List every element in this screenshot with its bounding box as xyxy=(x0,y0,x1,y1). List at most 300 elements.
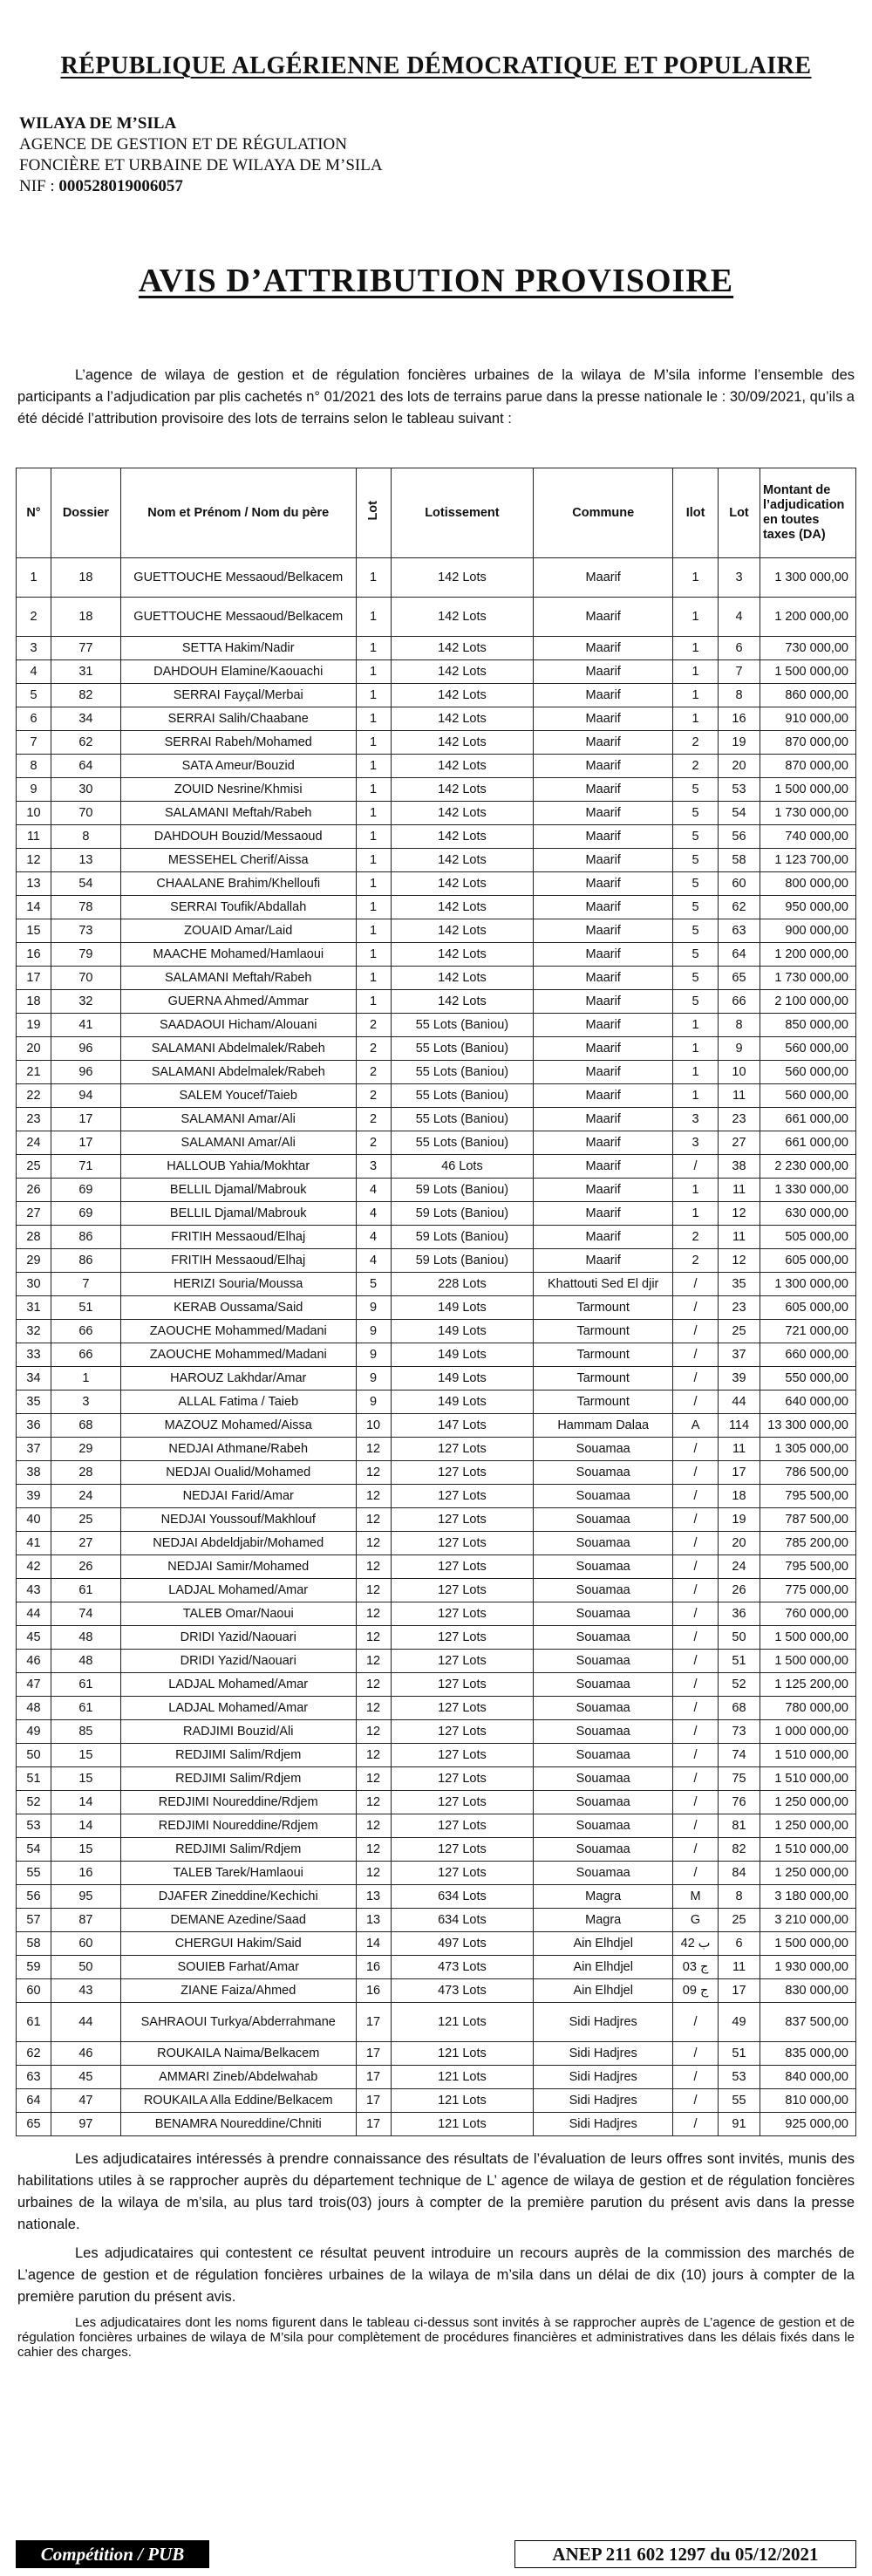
row-lotissement-cell: 149 Lots xyxy=(391,1367,534,1390)
row-lot-cell: 64 xyxy=(719,943,760,967)
table-row xyxy=(17,1084,856,1108)
row-lotissement-cell: 142 Lots xyxy=(391,637,534,660)
row-amount-cell: 950 000,00 xyxy=(760,896,855,919)
row-lot-group-cell: 1 xyxy=(356,943,391,967)
row-amount-cell: 910 000,00 xyxy=(760,707,855,731)
col-header-lot-group xyxy=(356,468,391,558)
row-dossier-cell: 61 xyxy=(51,1579,120,1602)
row-dossier-cell: 15 xyxy=(51,1767,120,1791)
row-commune-cell: Maarif xyxy=(534,1061,673,1084)
row-ilot-cell: 1 xyxy=(673,1014,719,1037)
row-ilot-cell: / xyxy=(673,1697,719,1720)
row-lot-cell: 65 xyxy=(719,967,760,990)
row-lot-group-cell: 1 xyxy=(356,778,391,802)
row-lot-group-cell: 12 xyxy=(356,1555,391,1579)
row-dossier-cell: 64 xyxy=(51,755,120,778)
table-row xyxy=(17,1037,856,1061)
row-name-cell: DAHDOUH Elamine/Kaouachi xyxy=(120,660,356,684)
row-amount-cell: 840 000,00 xyxy=(760,2066,855,2089)
row-name-cell: MESSEHEL Cherif/Aissa xyxy=(120,849,356,872)
col-header-amount: Montant de l’adjudication en toutes taxes (DA) xyxy=(760,468,855,558)
row-num-cell: 53 xyxy=(17,1814,51,1838)
row-lotissement-cell: 634 Lots xyxy=(391,1885,534,1909)
row-num-cell: 8 xyxy=(17,755,51,778)
row-num-cell: 56 xyxy=(17,1885,51,1909)
col-header-lot-group-label: Lot xyxy=(365,501,380,521)
row-dossier-cell: 62 xyxy=(51,731,120,755)
row-lot-group-cell: 4 xyxy=(356,1249,391,1273)
row-lot-cell: 114 xyxy=(719,1414,760,1438)
row-commune-cell: Souamaa xyxy=(534,1697,673,1720)
row-ilot-cell: 1 xyxy=(673,707,719,731)
row-commune-cell: Maarif xyxy=(534,1037,673,1061)
row-dossier-cell: 50 xyxy=(51,1956,120,1979)
row-amount-cell: 505 000,00 xyxy=(760,1226,855,1249)
row-lotissement-cell: 149 Lots xyxy=(391,1390,534,1414)
row-amount-cell: 740 000,00 xyxy=(760,825,855,849)
row-lot-group-cell: 12 xyxy=(356,1579,391,1602)
row-lot-cell: 54 xyxy=(719,802,760,825)
row-lot-cell: 19 xyxy=(719,1508,760,1532)
row-num-cell: 21 xyxy=(17,1061,51,1084)
table-row xyxy=(17,1532,856,1555)
row-name-cell: ROUKAILA Alla Eddine/Belkacem xyxy=(120,2089,356,2113)
row-dossier-cell: 69 xyxy=(51,1179,120,1202)
table-row xyxy=(17,1626,856,1650)
row-num-cell: 47 xyxy=(17,1673,51,1697)
row-commune-cell: Maarif xyxy=(534,990,673,1014)
table-row xyxy=(17,1014,856,1037)
table-row xyxy=(17,1555,856,1579)
row-lot-cell: 6 xyxy=(719,1932,760,1956)
row-lot-group-cell: 16 xyxy=(356,1979,391,2003)
row-lot-group-cell: 1 xyxy=(356,990,391,1014)
row-lotissement-cell: 142 Lots xyxy=(391,684,534,707)
row-name-cell: SAADAOUI Hicham/Alouani xyxy=(120,1014,356,1037)
row-name-cell: KERAB Oussama/Said xyxy=(120,1296,356,1320)
row-lot-group-cell: 1 xyxy=(356,849,391,872)
table-row xyxy=(17,2066,856,2089)
row-name-cell: LADJAL Mohamed/Amar xyxy=(120,1697,356,1720)
row-dossier-cell: 32 xyxy=(51,990,120,1014)
row-lot-cell: 56 xyxy=(719,825,760,849)
row-lotissement-cell: 142 Lots xyxy=(391,778,534,802)
row-lot-cell: 82 xyxy=(719,1838,760,1862)
row-lot-group-cell: 16 xyxy=(356,1956,391,1979)
row-dossier-cell: 29 xyxy=(51,1438,120,1461)
row-lot-group-cell: 9 xyxy=(356,1320,391,1343)
table-row xyxy=(17,825,856,849)
row-name-cell: MAACHE Mohamed/Hamlaoui xyxy=(120,943,356,967)
table-row xyxy=(17,1862,856,1885)
row-lot-group-cell: 4 xyxy=(356,1179,391,1202)
row-lotissement-cell: 473 Lots xyxy=(391,1979,534,2003)
row-num-cell: 13 xyxy=(17,872,51,896)
row-ilot-cell: 2 xyxy=(673,1226,719,1249)
row-ilot-cell: / xyxy=(673,1650,719,1673)
row-amount-cell: 1 250 000,00 xyxy=(760,1814,855,1838)
row-num-cell: 3 xyxy=(17,637,51,660)
row-commune-cell: Souamaa xyxy=(534,1626,673,1650)
row-num-cell: 61 xyxy=(17,2003,51,2042)
table-row xyxy=(17,1814,856,1838)
row-lot-group-cell: 1 xyxy=(356,825,391,849)
row-lot-cell: 68 xyxy=(719,1697,760,1720)
col-header-name: Nom et Prénom / Nom du père xyxy=(120,468,356,558)
row-amount-cell: 1 250 000,00 xyxy=(760,1862,855,1885)
row-ilot-cell: 2 xyxy=(673,755,719,778)
row-lot-group-cell: 17 xyxy=(356,2042,391,2066)
row-lot-group-cell: 2 xyxy=(356,1108,391,1131)
table-row xyxy=(17,1697,856,1720)
row-amount-cell: 800 000,00 xyxy=(760,872,855,896)
row-num-cell: 17 xyxy=(17,967,51,990)
row-name-cell: BELLIL Djamal/Mabrouk xyxy=(120,1179,356,1202)
row-lot-group-cell: 2 xyxy=(356,1131,391,1155)
row-dossier-cell: 48 xyxy=(51,1650,120,1673)
row-lot-cell: 25 xyxy=(719,1909,760,1932)
row-lot-group-cell: 2 xyxy=(356,1037,391,1061)
row-lotissement-cell: 142 Lots xyxy=(391,598,534,637)
row-ilot-cell: / xyxy=(673,2113,719,2136)
issuer-block xyxy=(19,113,383,197)
row-dossier-cell: 28 xyxy=(51,1461,120,1485)
row-ilot-cell: 5 xyxy=(673,872,719,896)
row-amount-cell: 1 200 000,00 xyxy=(760,598,855,637)
row-amount-cell: 560 000,00 xyxy=(760,1084,855,1108)
table-row xyxy=(17,1108,856,1131)
row-lot-cell: 37 xyxy=(719,1343,760,1367)
row-ilot-cell: 5 xyxy=(673,778,719,802)
row-ilot-cell: / xyxy=(673,1508,719,1532)
row-amount-cell: 830 000,00 xyxy=(760,1979,855,2003)
row-commune-cell: Tarmount xyxy=(534,1343,673,1367)
row-name-cell: NEDJAI Abdeldjabir/Mohamed xyxy=(120,1532,356,1555)
row-lot-group-cell: 1 xyxy=(356,802,391,825)
row-lot-group-cell: 1 xyxy=(356,872,391,896)
row-lot-cell: 84 xyxy=(719,1862,760,1885)
row-dossier-cell: 70 xyxy=(51,967,120,990)
row-amount-cell: 925 000,00 xyxy=(760,2113,855,2136)
row-amount-cell: 605 000,00 xyxy=(760,1296,855,1320)
row-dossier-cell: 69 xyxy=(51,1202,120,1226)
row-lot-cell: 60 xyxy=(719,872,760,896)
row-dossier-cell: 86 xyxy=(51,1226,120,1249)
row-num-cell: 54 xyxy=(17,1838,51,1862)
row-lotissement-cell: 497 Lots xyxy=(391,1932,534,1956)
row-name-cell: NEDJAI Farid/Amar xyxy=(120,1485,356,1508)
row-lot-cell: 91 xyxy=(719,2113,760,2136)
row-num-cell: 34 xyxy=(17,1367,51,1390)
row-lot-group-cell: 12 xyxy=(356,1461,391,1485)
row-name-cell: SALAMANI Amar/Ali xyxy=(120,1108,356,1131)
row-lotissement-cell: 59 Lots (Baniou) xyxy=(391,1226,534,1249)
row-dossier-cell: 15 xyxy=(51,1838,120,1862)
row-amount-cell: 780 000,00 xyxy=(760,1697,855,1720)
row-commune-cell: Maarif xyxy=(534,731,673,755)
row-name-cell: REDJIMI Noureddine/Rdjem xyxy=(120,1814,356,1838)
row-num-cell: 18 xyxy=(17,990,51,1014)
row-lotissement-cell: 121 Lots xyxy=(391,2089,534,2113)
agency-line-1: AGENCE DE GESTION ET DE RÉGULATION xyxy=(19,135,347,154)
row-lot-cell: 26 xyxy=(719,1579,760,1602)
row-lot-group-cell: 12 xyxy=(356,1602,391,1626)
table-row xyxy=(17,1744,856,1767)
row-num-cell: 57 xyxy=(17,1909,51,1932)
row-lotissement-cell: 127 Lots xyxy=(391,1602,534,1626)
row-lot-cell: 6 xyxy=(719,637,760,660)
row-lot-cell: 38 xyxy=(719,1155,760,1179)
row-commune-cell: Maarif xyxy=(534,660,673,684)
table-row xyxy=(17,778,856,802)
row-amount-cell: 810 000,00 xyxy=(760,2089,855,2113)
row-commune-cell: Maarif xyxy=(534,1249,673,1273)
row-commune-cell: Souamaa xyxy=(534,1673,673,1697)
row-lotissement-cell: 127 Lots xyxy=(391,1555,534,1579)
row-ilot-cell: M xyxy=(673,1885,719,1909)
row-lot-cell: 63 xyxy=(719,919,760,943)
col-header-commune: Commune xyxy=(534,468,673,558)
row-ilot-cell: 1 xyxy=(673,637,719,660)
row-commune-cell: Tarmount xyxy=(534,1390,673,1414)
row-ilot-cell: 5 xyxy=(673,990,719,1014)
row-commune-cell: Maarif xyxy=(534,707,673,731)
table-row xyxy=(17,1226,856,1249)
row-amount-cell: 787 500,00 xyxy=(760,1508,855,1532)
row-lot-group-cell: 10 xyxy=(356,1414,391,1438)
row-commune-cell: Maarif xyxy=(534,967,673,990)
row-ilot-cell: / xyxy=(673,1438,719,1461)
row-lot-group-cell: 12 xyxy=(356,1532,391,1555)
row-ilot-cell: / xyxy=(673,1461,719,1485)
footer-paragraph-3: Les adjudicataires dont les noms figurent dans le tableau ci-dessus sont invités à se rapprocher auprès de L’agence de gestion et de régulation foncières urbaines de wilaya de M’sila pour complètement de procédures financières et administratives dans les délais fixés dans le cahier des charges. xyxy=(17,2315,855,2360)
row-lot-group-cell: 12 xyxy=(356,1626,391,1650)
row-commune-cell: Tarmount xyxy=(534,1320,673,1343)
row-num-cell: 38 xyxy=(17,1461,51,1485)
row-amount-cell: 1 930 000,00 xyxy=(760,1956,855,1979)
row-num-cell: 33 xyxy=(17,1343,51,1367)
row-amount-cell: 1 330 000,00 xyxy=(760,1179,855,1202)
row-name-cell: LADJAL Mohamed/Amar xyxy=(120,1673,356,1697)
row-name-cell: HALLOUB Yahia/Mokhtar xyxy=(120,1155,356,1179)
row-num-cell: 35 xyxy=(17,1390,51,1414)
row-lot-cell: 75 xyxy=(719,1767,760,1791)
row-lot-cell: 74 xyxy=(719,1744,760,1767)
row-dossier-cell: 94 xyxy=(51,1084,120,1108)
row-ilot-cell: / xyxy=(673,2089,719,2113)
table-row xyxy=(17,1673,856,1697)
row-lot-group-cell: 12 xyxy=(356,1650,391,1673)
row-lot-group-cell: 12 xyxy=(356,1767,391,1791)
row-dossier-cell: 86 xyxy=(51,1249,120,1273)
row-ilot-cell: ب 42 xyxy=(673,1932,719,1956)
row-ilot-cell: / xyxy=(673,1390,719,1414)
row-amount-cell: 1 000 000,00 xyxy=(760,1720,855,1744)
row-name-cell: CHERGUI Hakim/Said xyxy=(120,1932,356,1956)
row-num-cell: 27 xyxy=(17,1202,51,1226)
row-name-cell: DRIDI Yazid/Naouari xyxy=(120,1650,356,1673)
row-dossier-cell: 27 xyxy=(51,1532,120,1555)
table-row xyxy=(17,1367,856,1390)
row-lot-group-cell: 1 xyxy=(356,919,391,943)
row-amount-cell: 560 000,00 xyxy=(760,1061,855,1084)
row-lotissement-cell: 127 Lots xyxy=(391,1461,534,1485)
row-amount-cell: 1 730 000,00 xyxy=(760,802,855,825)
table-row xyxy=(17,755,856,778)
row-name-cell: SOUIEB Farhat/Amar xyxy=(120,1956,356,1979)
table-row xyxy=(17,1131,856,1155)
row-commune-cell: Tarmount xyxy=(534,1296,673,1320)
row-amount-cell: 605 000,00 xyxy=(760,1249,855,1273)
intro-paragraph: L’agence de wilaya de gestion et de régulation foncières urbaines de la wilaya de M’sila informe l’ensemble des participants a l’adjudication par plis cachetés n° 01/2021 des lots de terrains parue dans la presse nationale le : 30/09/2021, qu’ils a été décidé l’attribution provisoire des lots de terrains selon le tableau suivant : xyxy=(17,367,855,427)
row-lotissement-cell: 228 Lots xyxy=(391,1273,534,1296)
row-lot-group-cell: 2 xyxy=(356,1014,391,1037)
row-num-cell: 25 xyxy=(17,1155,51,1179)
row-num-cell: 49 xyxy=(17,1720,51,1744)
row-lot-cell: 3 xyxy=(719,558,760,598)
row-amount-cell: 1 500 000,00 xyxy=(760,1626,855,1650)
row-name-cell: FRITIH Messaoud/Elhaj xyxy=(120,1226,356,1249)
row-dossier-cell: 1 xyxy=(51,1367,120,1390)
row-lotissement-cell: 127 Lots xyxy=(391,1673,534,1697)
row-lot-group-cell: 12 xyxy=(356,1720,391,1744)
row-commune-cell: Maarif xyxy=(534,1155,673,1179)
row-lot-cell: 52 xyxy=(719,1673,760,1697)
row-name-cell: ROUKAILA Naima/Belkacem xyxy=(120,2042,356,2066)
row-amount-cell: 760 000,00 xyxy=(760,1602,855,1626)
row-dossier-cell: 3 xyxy=(51,1390,120,1414)
row-commune-cell: Souamaa xyxy=(534,1650,673,1673)
row-name-cell: GUETTOUCHE Messaoud/Belkacem xyxy=(120,558,356,598)
row-num-cell: 23 xyxy=(17,1108,51,1131)
row-dossier-cell: 79 xyxy=(51,943,120,967)
row-num-cell: 28 xyxy=(17,1226,51,1249)
row-lot-cell: 20 xyxy=(719,755,760,778)
table-row xyxy=(17,2089,856,2113)
col-header-lotissement: Lotissement xyxy=(391,468,534,558)
row-lot-cell: 7 xyxy=(719,660,760,684)
row-ilot-cell: 1 xyxy=(673,598,719,637)
table-row xyxy=(17,872,856,896)
row-name-cell: TALEB Tarek/Hamlaoui xyxy=(120,1862,356,1885)
row-amount-cell: 1 305 000,00 xyxy=(760,1438,855,1461)
row-lot-cell: 51 xyxy=(719,2042,760,2066)
table-row xyxy=(17,1767,856,1791)
row-commune-cell: Sidi Hadjres xyxy=(534,2003,673,2042)
table-row xyxy=(17,1296,856,1320)
republic-heading: RÉPUBLIQUE ALGÉRIENNE DÉMOCRATIQUE ET POPULAIRE xyxy=(60,52,812,79)
competition-badge: Compétition / PUB xyxy=(16,2540,209,2568)
table-row xyxy=(17,1320,856,1343)
row-name-cell: REDJIMI Salim/Rdjem xyxy=(120,1744,356,1767)
row-amount-cell: 1 510 000,00 xyxy=(760,1767,855,1791)
row-num-cell: 10 xyxy=(17,802,51,825)
row-lot-cell: 23 xyxy=(719,1108,760,1131)
row-lot-group-cell: 14 xyxy=(356,1932,391,1956)
row-ilot-cell: / xyxy=(673,1626,719,1650)
row-lot-group-cell: 2 xyxy=(356,1084,391,1108)
table-row xyxy=(17,2003,856,2042)
row-lot-cell: 16 xyxy=(719,707,760,731)
row-lot-cell: 17 xyxy=(719,1461,760,1485)
row-lotissement-cell: 142 Lots xyxy=(391,896,534,919)
row-lotissement-cell: 59 Lots (Baniou) xyxy=(391,1179,534,1202)
row-lot-cell: 55 xyxy=(719,2089,760,2113)
row-commune-cell: Ain Elhdjel xyxy=(534,1932,673,1956)
row-commune-cell: Maarif xyxy=(534,1179,673,1202)
table-row xyxy=(17,731,856,755)
row-ilot-cell: / xyxy=(673,1296,719,1320)
row-dossier-cell: 66 xyxy=(51,1343,120,1367)
row-dossier-cell: 48 xyxy=(51,1626,120,1650)
row-name-cell: ALLAL Fatima / Taieb xyxy=(120,1390,356,1414)
row-lotissement-cell: 142 Lots xyxy=(391,825,534,849)
row-lotissement-cell: 127 Lots xyxy=(391,1650,534,1673)
row-lot-group-cell: 1 xyxy=(356,660,391,684)
row-commune-cell: Sidi Hadjres xyxy=(534,2042,673,2066)
row-name-cell: ZAOUCHE Mohammed/Madani xyxy=(120,1320,356,1343)
row-lotissement-cell: 634 Lots xyxy=(391,1909,534,1932)
row-lot-cell: 35 xyxy=(719,1273,760,1296)
row-lot-group-cell: 17 xyxy=(356,2089,391,2113)
row-name-cell: NEDJAI Oualid/Mohamed xyxy=(120,1461,356,1485)
row-lotissement-cell: 121 Lots xyxy=(391,2113,534,2136)
row-num-cell: 42 xyxy=(17,1555,51,1579)
row-dossier-cell: 61 xyxy=(51,1673,120,1697)
row-ilot-cell: / xyxy=(673,1720,719,1744)
row-dossier-cell: 16 xyxy=(51,1862,120,1885)
row-dossier-cell: 96 xyxy=(51,1037,120,1061)
row-lotissement-cell: 121 Lots xyxy=(391,2066,534,2089)
table-row xyxy=(17,1485,856,1508)
row-commune-cell: Souamaa xyxy=(534,1485,673,1508)
row-name-cell: TALEB Omar/Naoui xyxy=(120,1602,356,1626)
row-commune-cell: Maarif xyxy=(534,637,673,660)
row-lotissement-cell: 149 Lots xyxy=(391,1343,534,1367)
row-name-cell: AMMARI Zineb/Abdelwahab xyxy=(120,2066,356,2089)
row-ilot-cell: / xyxy=(673,2042,719,2066)
row-lotissement-cell: 147 Lots xyxy=(391,1414,534,1438)
row-name-cell: SATA Ameur/Bouzid xyxy=(120,755,356,778)
row-commune-cell: Hammam Dalaa xyxy=(534,1414,673,1438)
row-name-cell: REDJIMI Salim/Rdjem xyxy=(120,1838,356,1862)
row-num-cell: 45 xyxy=(17,1626,51,1650)
row-commune-cell: Maarif xyxy=(534,919,673,943)
nif-value: 000528019006057 xyxy=(58,177,183,195)
row-dossier-cell: 44 xyxy=(51,2003,120,2042)
row-amount-cell: 1 500 000,00 xyxy=(760,1932,855,1956)
row-dossier-cell: 45 xyxy=(51,2066,120,2089)
row-ilot-cell: / xyxy=(673,1485,719,1508)
row-name-cell: BENAMRA Noureddine/Chniti xyxy=(120,2113,356,2136)
table-row xyxy=(17,2042,856,2066)
row-lotissement-cell: 142 Lots xyxy=(391,872,534,896)
table-row xyxy=(17,1179,856,1202)
row-num-cell: 9 xyxy=(17,778,51,802)
row-lot-group-cell: 12 xyxy=(356,1744,391,1767)
row-commune-cell: Maarif xyxy=(534,1084,673,1108)
row-ilot-cell: 5 xyxy=(673,967,719,990)
row-dossier-cell: 34 xyxy=(51,707,120,731)
row-commune-cell: Souamaa xyxy=(534,1438,673,1461)
row-num-cell: 12 xyxy=(17,849,51,872)
row-lotissement-cell: 46 Lots xyxy=(391,1155,534,1179)
row-amount-cell: 660 000,00 xyxy=(760,1343,855,1367)
row-lotissement-cell: 149 Lots xyxy=(391,1296,534,1320)
table-row xyxy=(17,1791,856,1814)
nif-line xyxy=(19,176,383,197)
row-commune-cell: Souamaa xyxy=(534,1862,673,1885)
